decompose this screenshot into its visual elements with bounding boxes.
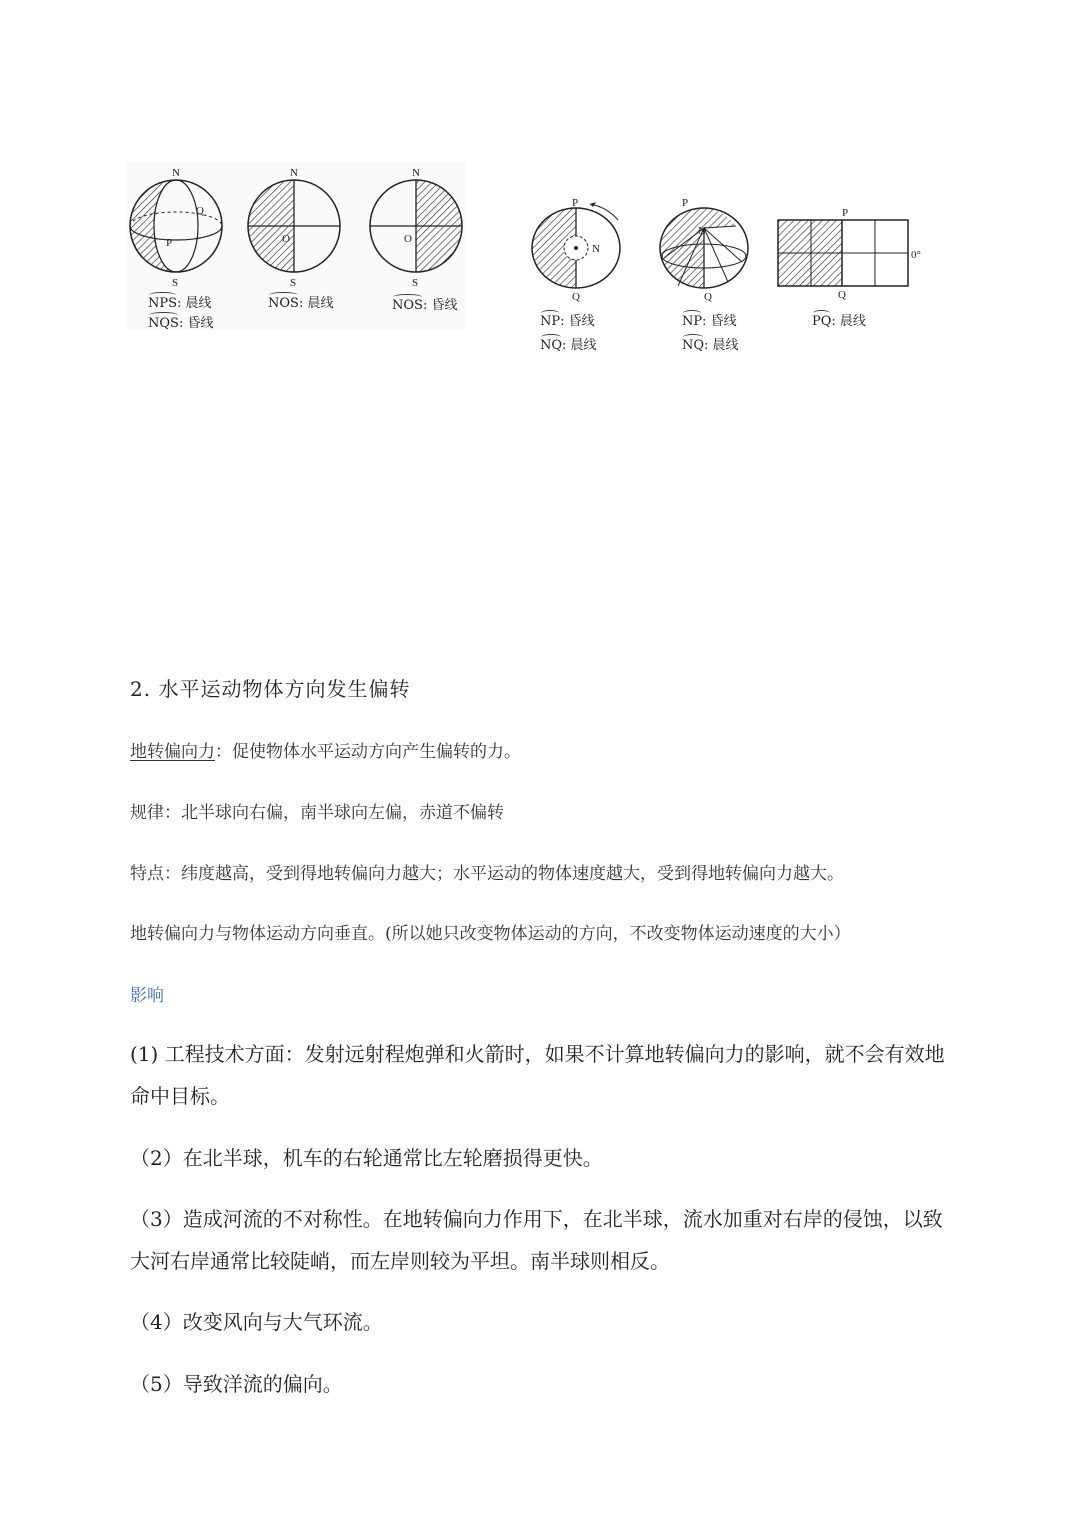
globe1-caption-2: NQS: 昏线 — [148, 316, 214, 331]
feature-line: 特点：纬度越高，受到得地转偏向力越大；水平运动的物体速度越大，受到得地转偏向力越大。 — [130, 864, 844, 884]
influence-item-5: （5）导致洋流的偏向。 — [130, 1372, 343, 1396]
grid-caption: PQ: 晨线 — [812, 314, 866, 329]
globe5-q-label: Q — [704, 291, 712, 303]
influence-title: 影响 — [130, 986, 164, 1006]
globe-4 — [532, 197, 620, 303]
definition-term: 地转偏向力 — [130, 742, 215, 762]
globe2-n-label: N — [290, 167, 298, 179]
definition-text: ：促使物体水平运动方向产生偏转的力。 — [215, 742, 521, 762]
globe4-p-label: P — [572, 197, 579, 209]
globe4-caption-2: NQ: 晨线 — [540, 338, 597, 353]
grid-q-label: Q — [838, 289, 846, 301]
grid-map — [778, 207, 921, 301]
globe-3 — [370, 167, 462, 289]
influence-item-4: （4）改变风向与大气环流。 — [130, 1310, 383, 1334]
globe2-caption: NOS: 晨线 — [268, 296, 334, 311]
note-line: 地转偏向力与物体运动方向垂直。(所以她只改变物体运动的方向，不改变物体运动速度的大小） — [130, 924, 851, 944]
globe5-caption-1: NP: 昏线 — [682, 314, 737, 329]
globe3-o-label: O — [404, 233, 412, 245]
globe2-o-label: O — [282, 233, 290, 245]
globe5-n-label: N — [698, 225, 706, 237]
globe5-p-label: P — [682, 197, 689, 209]
definition-line — [130, 737, 521, 762]
globe1-caption-1: NPS: 晨线 — [148, 296, 212, 311]
globes-right-drawing — [528, 196, 928, 306]
figure-right-globes — [528, 196, 928, 356]
rule-line: 规律：北半球向右偏，南半球向左偏，赤道不偏转 — [130, 803, 504, 823]
grid-p-label: P — [842, 207, 849, 219]
globe-2 — [248, 167, 340, 289]
influence-item-2: （2）在北半球，机车的右轮通常比左轮磨损得更快。 — [130, 1146, 603, 1170]
globes-left-drawing — [126, 162, 466, 292]
globe1-p-label: P — [166, 237, 173, 249]
globe4-caption-1: NP: 昏线 — [540, 314, 595, 329]
globe2-s-label: S — [290, 277, 297, 289]
globe-1 — [130, 167, 222, 289]
globe5-caption-2: NQ: 晨线 — [682, 338, 739, 353]
globe3-caption: NOS: 昏线 — [392, 298, 458, 313]
figure-left-globes — [126, 162, 466, 330]
globe3-n-label: N — [412, 167, 420, 179]
influence-item-3: （3）造成河流的不对称性。在地转偏向力作用下，在北半球，流水加重对右岸的侵蚀，以致大河右岸通常比较陡峭，而左岸则较为平坦。南半球则相反。 — [130, 1207, 943, 1273]
globe4-n-label: N — [592, 243, 600, 255]
globe1-s-label: S — [172, 277, 179, 289]
globe-5 — [660, 197, 748, 303]
globe1-q-label: Q — [196, 205, 204, 217]
globe4-q-label: Q — [572, 291, 580, 303]
grid-zero-label: 0° — [911, 249, 921, 261]
influence-item-1: (1) 工程技术方面：发射远射程炮弹和火箭时，如果不计算地转偏向力的影响，就不会有效地命中目标。 — [130, 1042, 945, 1108]
section-heading: 2. 水平运动物体方向发生偏转 — [130, 677, 411, 701]
globe1-n-label: N — [172, 167, 180, 179]
globe3-s-label: S — [412, 277, 419, 289]
